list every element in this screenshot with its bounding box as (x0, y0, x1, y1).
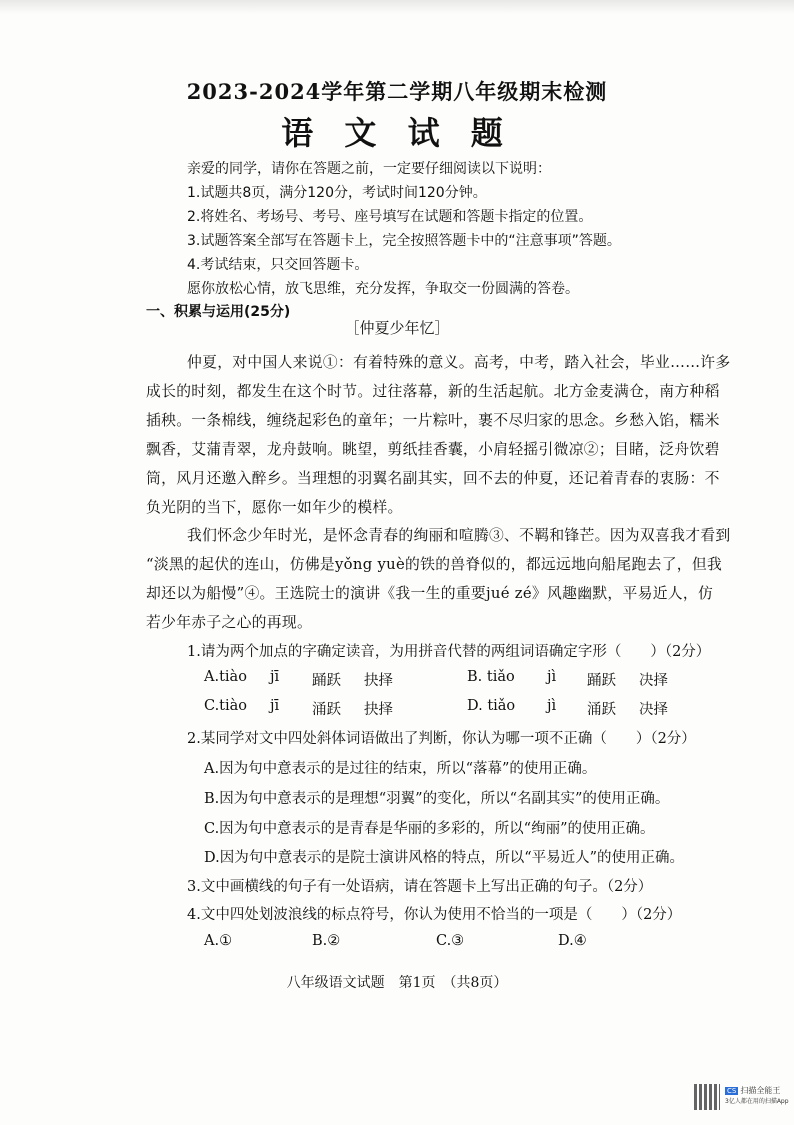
passage-line: “淡黑的起伏的连山，仿佛是yǒng yuè的铁的兽脊似的，都远远地向船尾跑去了，但我 (146, 556, 723, 573)
q1-option-d: D. tiǎo jì 涌跃 决择 (467, 698, 668, 718)
passage-line: 成长的时刻，都发生在这个时节。过往落幕，新的生活起航。北方金麦满仓，南方种稻 (146, 383, 720, 400)
q1-option-b: B. tiǎo jì 踊跃 决择 (467, 669, 668, 689)
passage-line: 筒，风月还邀入醉乡。当理想的羽翼名副其实，回不去的仲夏，还记着青春的衷肠：不 (146, 470, 720, 487)
passage-line: 仲夏，对中国人来说①：有着特殊的意义。高考，中考，踏入社会，毕业……许多 (187, 354, 731, 371)
notice-line: 愿你放松心情，放飞思维，充分发挥，争取交一份圆满的答卷。 (187, 281, 579, 297)
passage-line: 插秧。一条棉线，缠绕起彩色的童年；一片粽叶，裹不尽归家的思念。乡愁入馅，糯米 (146, 412, 720, 429)
q2-option-c: C.因为句中意表示的是青春是华丽的多彩的，所以“绚丽”的使用正确。 (204, 821, 655, 837)
passage-line: 却还以为船慢”④。王选院士的演讲《我一生的重要jué zé》风趣幽默，平易近人，仿 (146, 585, 714, 602)
notice-line: 亲爱的同学，请你在答题之前，一定要仔细阅读以下说明： (187, 161, 551, 177)
passage-title: ［仲夏少年忆］ (344, 319, 450, 337)
scanner-badge: CS (727, 1087, 737, 1095)
passage-line: 我们怀念少年时光，是怀念青春的绚丽和喧腾③、不羁和锋芒。因为双喜我才看到 (187, 527, 731, 544)
q4-option-d: D.④ (558, 933, 587, 949)
q1-option-c: C.tiào jī 涌跃 抉择 (204, 698, 393, 718)
question-3-stem: 3.文中画横线的句子有一处语病，请在答题卡上写出正确的句子。（2分） (187, 879, 653, 895)
question-1-stem: 1.请为两个加点的字确定读音，为用拼音代替的两组词语确定字形（ ）（2分） (187, 644, 711, 660)
notice-line: 4.考试结束，只交回答题卡。 (187, 257, 369, 273)
notice-line: 3.试题答案全部写在答题卡上，完全按照答题卡中的“注意事项”答题。 (187, 233, 621, 249)
scan-shadow (0, 0, 794, 14)
q2-option-a: A.因为句中意表示的是过往的结束，所以“落幕”的使用正确。 (204, 761, 597, 777)
passage-line: 若少年赤子之心的再现。 (146, 614, 313, 631)
section-title: 一、积累与运用(25分) (146, 304, 291, 320)
q2-option-d: D.因为句中意表示的是院士演讲风格的特点，所以“平易近人”的使用正确。 (204, 850, 685, 866)
passage-line: 负光阴的当下，愿你一如年少的模样。 (146, 499, 403, 516)
q4-option-a: A.① (204, 933, 233, 949)
subject-title: 语 文 试 题 (281, 114, 513, 152)
notice-line: 2.将姓名、考场号、考号、座号填写在试题和答题卡指定的位置。 (187, 209, 593, 225)
passage-line: 飘香，艾蒲青翠，龙舟鼓响。眺望，剪纸挂香囊，小肩轻摇引微凉②；目睹，泛舟饮碧 (146, 441, 720, 458)
question-2-stem: 2.某同学对文中四处斜体词语做出了判断，你认为哪一项不正确（ ）（2分） (187, 731, 696, 747)
page-footer: 八年级语文试题 第1页 （共8页） (286, 975, 508, 991)
question-4-stem: 4.文中四处划波浪线的标点符号，你认为使用不恰当的一项是（ ）（2分） (187, 907, 682, 923)
q1-option-a: A.tiào jī 踊跃 抉择 (204, 669, 393, 689)
scanner-subtitle: 3亿人都在用的扫描App (725, 1098, 789, 1105)
notice-line: 1.试题共8页，满分120分，考试时间120分钟。 (187, 185, 487, 201)
q2-option-b: B.因为句中意表示的是理想“羽翼”的变化，所以“名副其实”的使用正确。 (204, 791, 670, 807)
exam-title: 2023-2024学年第二学期八年级期末检测 (186, 79, 608, 104)
qr-code-icon (694, 1084, 720, 1110)
scanner-name: 扫描全能王 (740, 1086, 781, 1095)
scanner-watermark (725, 1085, 789, 1105)
q4-option-b: B.② (312, 933, 341, 949)
q4-option-c: C.③ (436, 933, 465, 949)
